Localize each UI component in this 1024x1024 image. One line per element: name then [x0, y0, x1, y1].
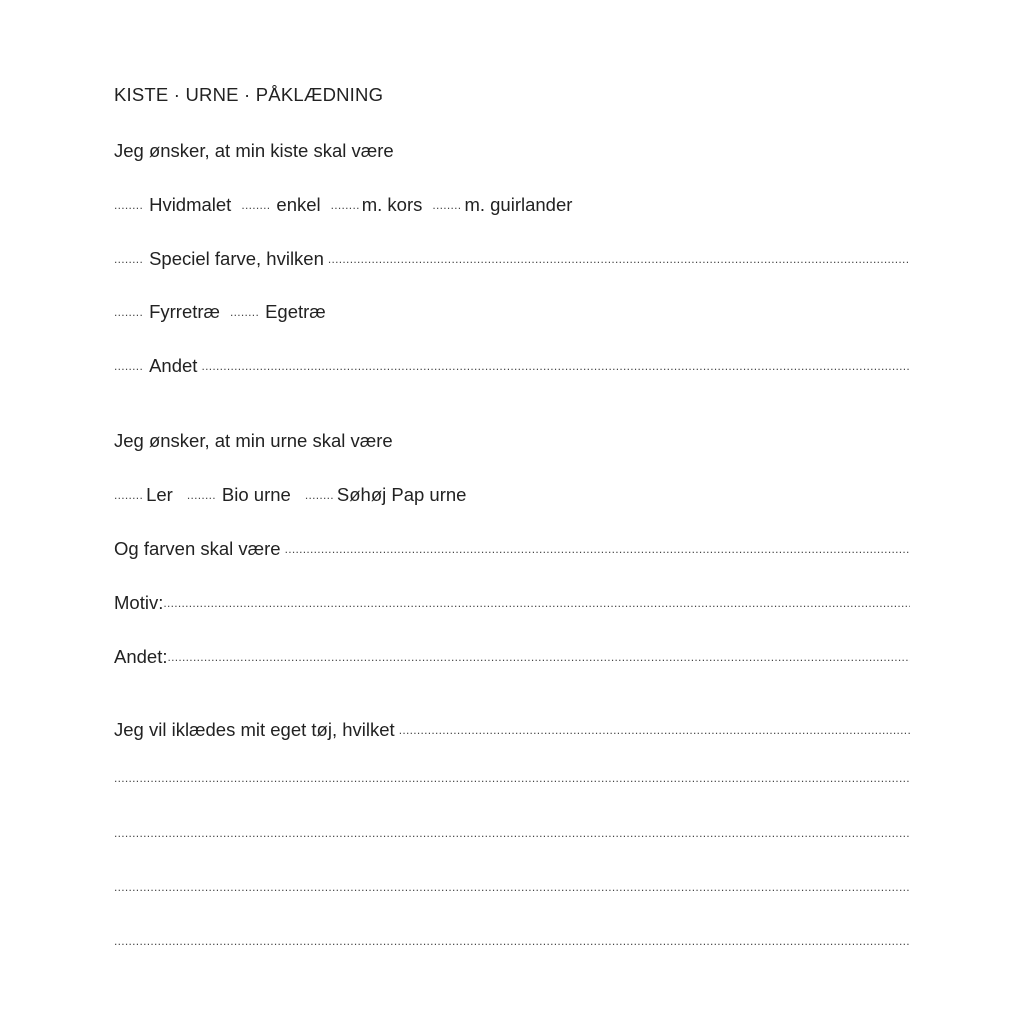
- option-fyrretrae: Fyrretræ: [149, 301, 220, 322]
- clothing-extra-line-1: [114, 763, 910, 789]
- clothing-extra-field[interactable]: [114, 930, 910, 952]
- checkbox-blank[interactable]: ........: [241, 198, 271, 212]
- urn-intro: Jeg ønsker, at min urne skal være: [114, 430, 393, 451]
- option-enkel: enkel: [276, 194, 321, 215]
- coffin-other-label: Andet: [149, 355, 198, 376]
- checkbox-blank[interactable]: ........: [114, 198, 144, 212]
- checkbox-blank[interactable]: ........: [114, 359, 144, 373]
- clothing-extra-field[interactable]: [114, 822, 910, 844]
- urn-motif-label: Motiv:: [114, 592, 164, 613]
- urn-other-label: Andet:: [114, 646, 168, 667]
- checkbox-blank[interactable]: ........: [304, 488, 334, 502]
- option-sohoj-pap-urne: Søhøj Pap urne: [336, 484, 467, 505]
- urn-intro-row: [114, 426, 910, 452]
- urn-material-row: [114, 480, 910, 506]
- urn-motif-row: [114, 588, 910, 614]
- coffin-style-row: [114, 190, 910, 216]
- urn-other-field[interactable]: [168, 646, 911, 668]
- checkbox-blank[interactable]: ........: [114, 252, 144, 266]
- clothing-extra-line-3: [114, 872, 910, 898]
- coffin-wood-row: [114, 297, 910, 323]
- checkbox-blank[interactable]: ........: [330, 198, 360, 212]
- urn-motif-field[interactable]: [163, 592, 910, 614]
- checkbox-blank[interactable]: ........: [114, 305, 144, 319]
- urn-color-label: Og farven skal være: [114, 538, 281, 559]
- clothing-row: [114, 715, 910, 741]
- option-egetrae: Egetræ: [265, 301, 326, 322]
- clothing-extra-field[interactable]: [114, 767, 910, 789]
- clothing-extra-line-4: [114, 926, 910, 952]
- urn-color-field[interactable]: [285, 538, 910, 560]
- checkbox-blank[interactable]: ........: [186, 488, 216, 502]
- section-heading: KISTE · URNE · PÅKLÆDNING: [114, 84, 384, 105]
- checkbox-blank[interactable]: ........: [114, 488, 144, 502]
- option-hvidmalet: Hvidmalet: [149, 194, 232, 215]
- option-m-kors: m. kors: [361, 194, 423, 215]
- checkbox-blank[interactable]: ........: [432, 198, 462, 212]
- urn-color-row: [114, 534, 910, 560]
- section-heading-row: [114, 80, 910, 106]
- clothing-extra-line-2: [114, 818, 910, 844]
- option-m-guirlander: m. guirlander: [464, 194, 573, 215]
- coffin-special-color-row: [114, 244, 910, 270]
- coffin-other-field[interactable]: [201, 355, 910, 377]
- urn-other-row: [114, 642, 910, 668]
- clothing-field[interactable]: [399, 719, 910, 741]
- clothing-extra-field[interactable]: [114, 876, 910, 898]
- clothing-label: Jeg vil iklædes mit eget tøj, hvilket: [114, 719, 395, 740]
- coffin-intro: Jeg ønsker, at min kiste skal være: [114, 140, 394, 161]
- option-bio-urne: Bio urne: [221, 484, 291, 505]
- coffin-other-row: [114, 351, 910, 377]
- checkbox-blank[interactable]: ........: [230, 305, 260, 319]
- special-color-label: Speciel farve, hvilken: [149, 248, 324, 269]
- special-color-field[interactable]: [328, 248, 910, 270]
- coffin-intro-row: [114, 136, 910, 162]
- option-ler: Ler: [146, 484, 173, 505]
